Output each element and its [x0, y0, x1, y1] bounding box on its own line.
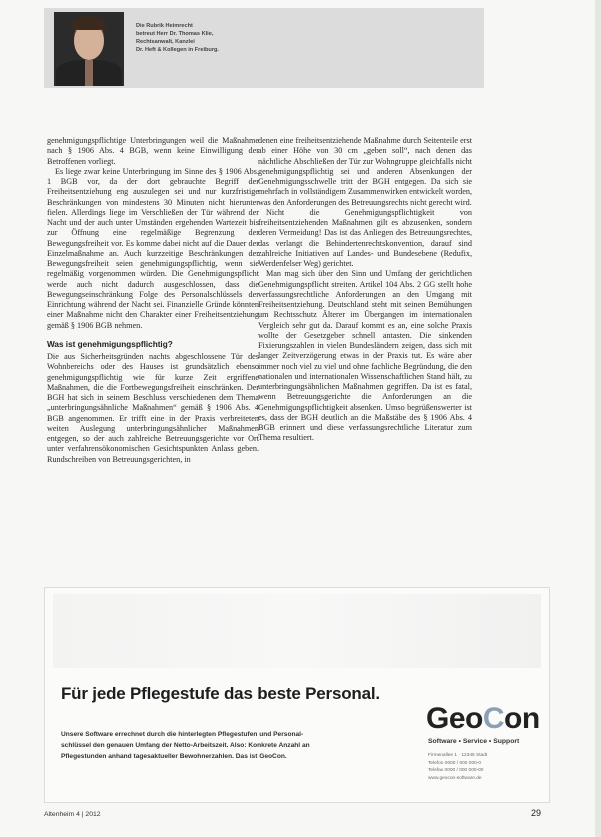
- ad-contact-line: Firmenallee 1 · 12345 Stadt: [428, 753, 488, 758]
- ad-body-line: Pflegestunden anhand tagesaktueller Bewohnerzahlen. Das ist GeoCon.: [61, 753, 287, 760]
- ad-contact-line: Telefax 0000 / 000 000-00: [428, 768, 484, 774]
- ad-headline: Für jede Pflegestufe das beste Personal.: [61, 684, 380, 703]
- page-edge: [595, 0, 601, 837]
- author-line: Die Rubrik Heimrecht: [136, 23, 193, 29]
- author-credit: [136, 22, 219, 54]
- ad-contact: [428, 752, 540, 782]
- ad-contact-line: Telefon 0000 / 000 000-0: [428, 760, 482, 766]
- article-paragraph: Man mag sich über den Sinn und Umfang der gerichtlichen Genehmigungspflicht streiten. Artikel 104 Abs. 2 GG stellt hohe verfassungsrechtliche Anforderungen an den Umgang mit Freiheitsentziehung. Deutschland steht mit seinen Bemühungen um Rechtsschutz Älterer im Übergangen im internationalen Vergleich sehr gut da. Darauf kommt es an, eine solche Praxis wollte der Gesetzgeber schnell antasten. Die sinkenden Fixierungszahlen in vielen Bundesländern zeigen, dass sich mit langer Zeitverzögerung etwas in der Praxis tut. Es wäre aber immer noch viel zu viel und ohne fachliche Begründung, die den nationalen und internationalen Wissenschaftlichen Stand hält, zu unterbringungsähnlichen Maßnahmen gegriffen. Da ist es fatal, wenn Betreuungsgerichte die Anforderungen an die Genehmigungspflichtigkeit absenken. Umso begrüßenswerter ist es, dass der BGH deutlich an die Maßstäbe des § 1906 Abs. 4 BGB erinnert und diese verfassungsrechtliche Literatur zum Thema resultiert.: [258, 269, 472, 443]
- ad-tagline: Software • Service • Support: [428, 738, 520, 745]
- ad-body-line: Unsere Software errechnet durch die hinterlegten Pflegestufen und Personal-: [61, 731, 304, 738]
- author-line: Rechtsanwalt, Kanzlei: [136, 39, 195, 45]
- article-paragraph: Die aus Sicherheitsgründen nachts abgeschlossene Tür des Wohnbereichs oder des Hauses ist grundsätzlich ebenso genehmigungspflichtig wie für kurze Zeit ergriffene Maßnahmen, die die Fortbewegungsfreiheit einschränken. Der BGH hat sich in seinem Beschluss verschiedenen dem Thema „unterbringungsähnliche Maßnahmen“ gemäß § 1906 Abs. 4 BGB angenommen. Er trifft eine in der Praxis verbreiteten weiten Auslegung unterbringungsähnlicher Maßnahmen entgegen, so der auch zahlreiche Betreuungsgerichte vor Ort unter verfahrensökonomischen Gesichtspunkten Anlass geben. Rundschreiben von Betreuungsgerichten, in: [47, 352, 259, 464]
- ad-body: [61, 729, 381, 762]
- author-box: [44, 8, 484, 88]
- ad-body-line: schlüssel den genauen Umfang der Netto-Arbeitszeit. Also: Konkrete Anzahl an: [61, 742, 310, 749]
- ad-contact-line[interactable]: www.geocon-software.de: [428, 775, 482, 781]
- article-column-left: [47, 136, 259, 465]
- footer-publication: Altenheim 4 | 2012: [44, 811, 101, 818]
- author-line: betreut Herr Dr. Thomas Klie,: [136, 31, 214, 37]
- ad-illustration: [53, 594, 541, 668]
- article-paragraph: denen eine freiheitsentziehende Maßnahme durch Seitenteile erst ab einer Höhe von 30 cm „geben soll“, nach denen das nächtliche Abschließen der Tür zur Wohngruppe gleichfalls nicht genehmigungspflichtig sei und anderen Absenkungen der Genehmigungsschwelle tritt der BGH entgegen. Da sich sie mehrfach in vollständigem Zusammenwirken entwickelt worden, was den Anforderungen des Betreuungsrechts nicht gerecht wird.: [258, 136, 472, 207]
- geocon-logo: GeoCon: [426, 702, 540, 735]
- page-number: 29: [531, 808, 542, 818]
- article-paragraph: genehmigungspflichtige Unterbringungen weil die Maßnahme nach § 1906 Abs. 4 BGB, wenn keine Einwilligung der Betroffenen vorliegt.: [47, 136, 259, 166]
- article-paragraph: Nicht die Genehmigungspflichtigkeit von freiheitsentziehenden Maßnahmen gilt es abzusenken, sondern deren Vermeidung! Das ist das Anliegen des Betreuungsrechtes, das verlangt die Behindertenrechtskonvention, darauf sind zahlreiche Initiativen auf Landes- und Bundesebene (Redufix, Werdenfelser Weg) gerichtet.: [258, 207, 472, 268]
- advertisement[interactable]: [44, 587, 550, 803]
- author-photo: [54, 12, 124, 86]
- article-column-right: [258, 136, 472, 444]
- article-paragraph: Es liege zwar keine Unterbringung im Sinne des § 1906 Abs. 1 BGB vor, da der dort gebrauchte Begriff der Freiheitsentziehung eng auszulegen sei und nur kurzfristige Beschränkungen von mindestens 30 Minuten nicht hierunter fielen. Allerdings liege im Verschließen der Tür während der Nacht und der auch unter Umständen ergehenden Wartezeit bis zur Öffnung eine regelmäßige Begrenzung der Bewegungsfreiheit vor. Es komme dabei nicht auf die Dauer der Einzelmaßnahme an. Auch kurzzeitige Beschränkungen der Bewegungsfreiheit seien genehmigungspflichtig, wenn sie regelmäßig vorgenommen würden. Die Genehmigungspflicht werde auch nicht dadurch ausgeschlossen, dass die Bewegungseinschränkung Folge des Personalschlüssels der Einrichtung während der Nacht sei. Finanzielle Gründe könnten einer Maßnahme nicht den Charakter einer Freiheitsentziehung gemäß § 1906 BGB nehmen.: [47, 166, 259, 330]
- section-heading: Was ist genehmigungspflichtig?: [47, 339, 173, 349]
- author-line: Dr. Heft & Kollegen in Freiburg.: [136, 47, 219, 53]
